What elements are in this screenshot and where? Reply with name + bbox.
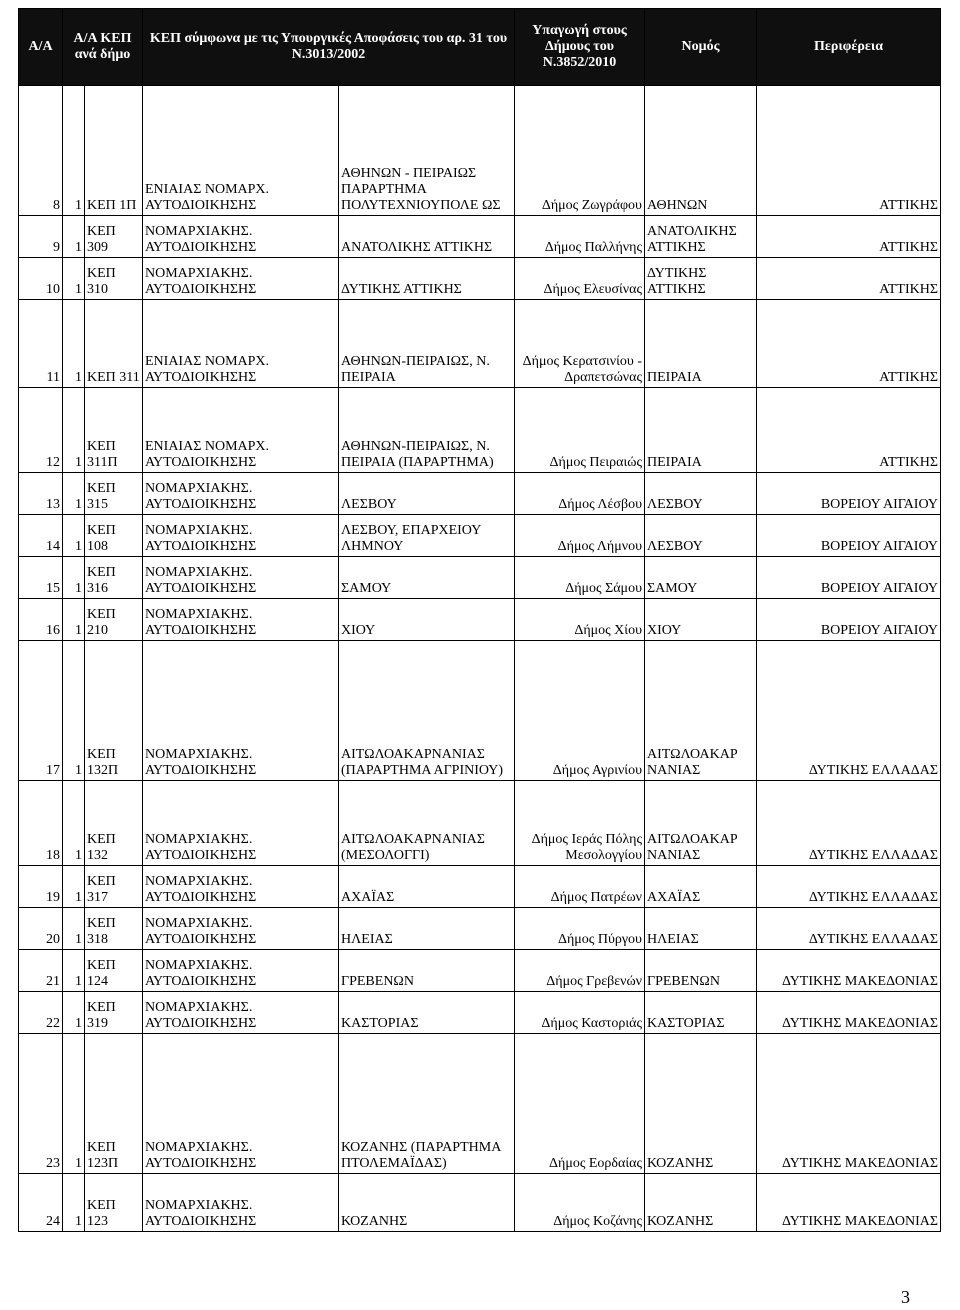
table-row bbox=[19, 86, 941, 216]
region: ΒΟΡΕΙΟΥ ΑΙΓΑΙΟΥ bbox=[757, 599, 941, 641]
prefecture: ΧΙΟΥ bbox=[645, 599, 757, 641]
authority-type: ΕΝΙΑΙΑΣ ΝΟΜΑΡΧ. ΑΥΤΟΔΙΟΙΚΗΣΗΣ bbox=[143, 86, 339, 216]
municipality: Δήμος Ιεράς Πόλης Μεσολογγίου bbox=[515, 781, 645, 866]
row-number: 17 bbox=[19, 641, 63, 781]
table-row bbox=[19, 781, 941, 866]
prefecture: ΑΙΤΩΛΟΑΚΑΡ ΝΑΝΙΑΣ bbox=[645, 641, 757, 781]
row-number: 20 bbox=[19, 908, 63, 950]
authority-type: ΝΟΜΑΡΧΙΑΚΗΣ. ΑΥΤΟΔΙΟΙΚΗΣΗΣ bbox=[143, 781, 339, 866]
authority-type: ΝΟΜΑΡΧΙΑΚΗΣ. ΑΥΤΟΔΙΟΙΚΗΣΗΣ bbox=[143, 908, 339, 950]
row-number: 21 bbox=[19, 950, 63, 992]
municipality: Δήμος Κοζάνης bbox=[515, 1174, 645, 1232]
authority-type: ΝΟΜΑΡΧΙΑΚΗΣ. ΑΥΤΟΔΙΟΙΚΗΣΗΣ bbox=[143, 950, 339, 992]
region: ΔΥΤΙΚΗΣ ΕΛΛΑΔΑΣ bbox=[757, 781, 941, 866]
row-number: 11 bbox=[19, 300, 63, 388]
municipality: Δήμος Λέσβου bbox=[515, 473, 645, 515]
authority-type: ΕΝΙΑΙΑΣ ΝΟΜΑΡΧ. ΑΥΤΟΔΙΟΙΚΗΣΗΣ bbox=[143, 388, 339, 473]
row-aa: 1 bbox=[63, 992, 85, 1034]
kep-code: ΚΕΠ 309 bbox=[85, 216, 143, 258]
page-number: 3 bbox=[901, 1287, 910, 1307]
table-row bbox=[19, 300, 941, 388]
municipality: Δήμος Αγρινίου bbox=[515, 641, 645, 781]
kep-code: ΚΕΠ 210 bbox=[85, 599, 143, 641]
municipality: Δήμος Πατρέων bbox=[515, 866, 645, 908]
row-number: 13 bbox=[19, 473, 63, 515]
municipality: Δήμος Παλλήνης bbox=[515, 216, 645, 258]
prefecture: ΣΑΜΟΥ bbox=[645, 557, 757, 599]
header-aa: Α/Α bbox=[19, 9, 63, 86]
prefecture: ΓΡΕΒΕΝΩΝ bbox=[645, 950, 757, 992]
table-row bbox=[19, 599, 941, 641]
region: ΑΤΤΙΚΗΣ bbox=[757, 86, 941, 216]
region: ΑΤΤΙΚΗΣ bbox=[757, 258, 941, 300]
row-number: 24 bbox=[19, 1174, 63, 1232]
kep-name: ΑΙΤΩΛΟΑΚΑΡΝΑΝΙΑΣ (ΜΕΣΟΛΟΓΓΙ) bbox=[339, 781, 515, 866]
header-municipality: Υπαγωγή στους Δήμους του Ν.3852/2010 bbox=[515, 9, 645, 86]
table-row bbox=[19, 908, 941, 950]
kep-code: ΚΕΠ 317 bbox=[85, 866, 143, 908]
table-header-row bbox=[19, 9, 941, 86]
municipality: Δήμος Λήμνου bbox=[515, 515, 645, 557]
table-row bbox=[19, 641, 941, 781]
region: ΑΤΤΙΚΗΣ bbox=[757, 216, 941, 258]
region: ΒΟΡΕΙΟΥ ΑΙΓΑΙΟΥ bbox=[757, 473, 941, 515]
prefecture: ΚΟΖΑΝΗΣ bbox=[645, 1034, 757, 1174]
kep-name: ΓΡΕΒΕΝΩΝ bbox=[339, 950, 515, 992]
table-row bbox=[19, 1174, 941, 1232]
prefecture: ΛΕΣΒΟΥ bbox=[645, 473, 757, 515]
row-aa: 1 bbox=[63, 86, 85, 216]
municipality: Δήμος Γρεβενών bbox=[515, 950, 645, 992]
authority-type: ΝΟΜΑΡΧΙΑΚΗΣ. ΑΥΤΟΔΙΟΙΚΗΣΗΣ bbox=[143, 473, 339, 515]
table-row bbox=[19, 866, 941, 908]
table-row bbox=[19, 992, 941, 1034]
authority-type: ΝΟΜΑΡΧΙΑΚΗΣ. ΑΥΤΟΔΙΟΙΚΗΣΗΣ bbox=[143, 557, 339, 599]
authority-type: ΝΟΜΑΡΧΙΑΚΗΣ. ΑΥΤΟΔΙΟΙΚΗΣΗΣ bbox=[143, 216, 339, 258]
kep-code: ΚΕΠ 108 bbox=[85, 515, 143, 557]
row-number: 22 bbox=[19, 992, 63, 1034]
region: ΔΥΤΙΚΗΣ ΜΑΚΕΔΟΝΙΑΣ bbox=[757, 1034, 941, 1174]
municipality: Δήμος Χίου bbox=[515, 599, 645, 641]
row-aa: 1 bbox=[63, 908, 85, 950]
prefecture: ΑΧΑΪΑΣ bbox=[645, 866, 757, 908]
row-aa: 1 bbox=[63, 1034, 85, 1174]
region: ΒΟΡΕΙΟΥ ΑΙΓΑΙΟΥ bbox=[757, 515, 941, 557]
header-region: Περιφέρεια bbox=[757, 9, 941, 86]
row-aa: 1 bbox=[63, 557, 85, 599]
kep-name: ΚΟΖΑΝΗΣ bbox=[339, 1174, 515, 1232]
row-number: 18 bbox=[19, 781, 63, 866]
row-number: 8 bbox=[19, 86, 63, 216]
authority-type: ΝΟΜΑΡΧΙΑΚΗΣ. ΑΥΤΟΔΙΟΙΚΗΣΗΣ bbox=[143, 599, 339, 641]
kep-name: ΚΑΣΤΟΡΙΑΣ bbox=[339, 992, 515, 1034]
region: ΔΥΤΙΚΗΣ ΕΛΛΑΔΑΣ bbox=[757, 866, 941, 908]
row-aa: 1 bbox=[63, 473, 85, 515]
municipality: Δήμος Πύργου bbox=[515, 908, 645, 950]
kep-code: ΚΕΠ 311 bbox=[85, 300, 143, 388]
kep-name: ΑΘΗΝΩΝ-ΠΕΙΡΑΙΩΣ, Ν. ΠΕΙΡΑΙΑ bbox=[339, 300, 515, 388]
row-number: 19 bbox=[19, 866, 63, 908]
kep-name: ΑΙΤΩΛΟΑΚΑΡΝΑΝΙΑΣ (ΠΑΡΑΡΤΗΜΑ ΑΓΡΙΝΙΟΥ) bbox=[339, 641, 515, 781]
row-aa: 1 bbox=[63, 216, 85, 258]
table-row bbox=[19, 388, 941, 473]
row-aa: 1 bbox=[63, 781, 85, 866]
prefecture: ΠΕΙΡΑΙΑ bbox=[645, 300, 757, 388]
row-aa: 1 bbox=[63, 515, 85, 557]
prefecture: ΚΟΖΑΝΗΣ bbox=[645, 1174, 757, 1232]
authority-type: ΝΟΜΑΡΧΙΑΚΗΣ. ΑΥΤΟΔΙΟΙΚΗΣΗΣ bbox=[143, 515, 339, 557]
kep-code: ΚΕΠ 132 bbox=[85, 781, 143, 866]
row-aa: 1 bbox=[63, 866, 85, 908]
row-number: 10 bbox=[19, 258, 63, 300]
municipality: Δήμος Ζωγράφου bbox=[515, 86, 645, 216]
row-number: 14 bbox=[19, 515, 63, 557]
region: ΔΥΤΙΚΗΣ ΜΑΚΕΔΟΝΙΑΣ bbox=[757, 950, 941, 992]
row-number: 23 bbox=[19, 1034, 63, 1174]
table-row bbox=[19, 557, 941, 599]
table-body bbox=[19, 86, 941, 1232]
prefecture: ΗΛΕΙΑΣ bbox=[645, 908, 757, 950]
table-row bbox=[19, 515, 941, 557]
header-kep-decision: ΚΕΠ σύμφωνα με τις Υπουργικές Αποφάσεις του αρ. 31 του Ν.3013/2002 bbox=[143, 9, 515, 86]
municipality: Δήμος Κερατσινίου - Δραπετσώνας bbox=[515, 300, 645, 388]
kep-code: ΚΕΠ 124 bbox=[85, 950, 143, 992]
kep-name: ΑΧΑΪΑΣ bbox=[339, 866, 515, 908]
table-row bbox=[19, 473, 941, 515]
municipality: Δήμος Εορδαίας bbox=[515, 1034, 645, 1174]
prefecture: ΑΘΗΝΩΝ bbox=[645, 86, 757, 216]
kep-code: ΚΕΠ 319 bbox=[85, 992, 143, 1034]
table-row bbox=[19, 950, 941, 992]
kep-name: ΗΛΕΙΑΣ bbox=[339, 908, 515, 950]
prefecture: ΑΙΤΩΛΟΑΚΑΡ ΝΑΝΙΑΣ bbox=[645, 781, 757, 866]
authority-type: ΝΟΜΑΡΧΙΑΚΗΣ. ΑΥΤΟΔΙΟΙΚΗΣΗΣ bbox=[143, 866, 339, 908]
row-aa: 1 bbox=[63, 641, 85, 781]
region: ΑΤΤΙΚΗΣ bbox=[757, 300, 941, 388]
table-row bbox=[19, 1034, 941, 1174]
row-aa: 1 bbox=[63, 258, 85, 300]
row-number: 9 bbox=[19, 216, 63, 258]
kep-name: ΣΑΜΟΥ bbox=[339, 557, 515, 599]
kep-code: ΚΕΠ 311Π bbox=[85, 388, 143, 473]
kep-code: ΚΕΠ 310 bbox=[85, 258, 143, 300]
kep-name: ΛΕΣΒΟΥ bbox=[339, 473, 515, 515]
row-aa: 1 bbox=[63, 300, 85, 388]
kep-name: ΑΝΑΤΟΛΙΚΗΣ ΑΤΤΙΚΗΣ bbox=[339, 216, 515, 258]
region: ΑΤΤΙΚΗΣ bbox=[757, 388, 941, 473]
authority-type: ΝΟΜΑΡΧΙΑΚΗΣ. ΑΥΤΟΔΙΟΙΚΗΣΗΣ bbox=[143, 641, 339, 781]
table-row bbox=[19, 216, 941, 258]
authority-type: ΝΟΜΑΡΧΙΑΚΗΣ. ΑΥΤΟΔΙΟΙΚΗΣΗΣ bbox=[143, 1174, 339, 1232]
municipality: Δήμος Σάμου bbox=[515, 557, 645, 599]
municipality: Δήμος Καστοριάς bbox=[515, 992, 645, 1034]
authority-type: ΝΟΜΑΡΧΙΑΚΗΣ. ΑΥΤΟΔΙΟΙΚΗΣΗΣ bbox=[143, 1034, 339, 1174]
authority-type: ΕΝΙΑΙΑΣ ΝΟΜΑΡΧ. ΑΥΤΟΔΙΟΙΚΗΣΗΣ bbox=[143, 300, 339, 388]
header-aa-kep: Α/Α ΚΕΠ ανά δήμο bbox=[63, 9, 143, 86]
kep-code: ΚΕΠ 316 bbox=[85, 557, 143, 599]
kep-code: ΚΕΠ 318 bbox=[85, 908, 143, 950]
prefecture: ΔΥΤΙΚΗΣ ΑΤΤΙΚΗΣ bbox=[645, 258, 757, 300]
region: ΔΥΤΙΚΗΣ ΜΑΚΕΔΟΝΙΑΣ bbox=[757, 1174, 941, 1232]
header-prefecture: Νομός bbox=[645, 9, 757, 86]
table-row bbox=[19, 258, 941, 300]
prefecture: ΑΝΑΤΟΛΙΚΗΣ ΑΤΤΙΚΗΣ bbox=[645, 216, 757, 258]
authority-type: ΝΟΜΑΡΧΙΑΚΗΣ. ΑΥΤΟΔΙΟΙΚΗΣΗΣ bbox=[143, 992, 339, 1034]
authority-type: ΝΟΜΑΡΧΙΑΚΗΣ. ΑΥΤΟΔΙΟΙΚΗΣΗΣ bbox=[143, 258, 339, 300]
kep-code: ΚΕΠ 123Π bbox=[85, 1034, 143, 1174]
prefecture: ΛΕΣΒΟΥ bbox=[645, 515, 757, 557]
kep-name: ΑΘΗΝΩΝ-ΠΕΙΡΑΙΩΣ, Ν. ΠΕΙΡΑΙΑ (ΠΑΡΑΡΤΗΜΑ) bbox=[339, 388, 515, 473]
region: ΔΥΤΙΚΗΣ ΜΑΚΕΔΟΝΙΑΣ bbox=[757, 992, 941, 1034]
kep-name: ΑΘΗΝΩΝ - ΠΕΙΡΑΙΩΣ ΠΑΡΑΡΤΗΜΑ ΠΟΛΥΤΕΧΝΙΟΥΠΟΛΕ ΩΣ bbox=[339, 86, 515, 216]
row-aa: 1 bbox=[63, 599, 85, 641]
kep-code: ΚΕΠ 132Π bbox=[85, 641, 143, 781]
kep-code: ΚΕΠ 315 bbox=[85, 473, 143, 515]
prefecture: ΠΕΙΡΑΙΑ bbox=[645, 388, 757, 473]
region: ΔΥΤΙΚΗΣ ΕΛΛΑΔΑΣ bbox=[757, 908, 941, 950]
kep-code: ΚΕΠ 1Π bbox=[85, 86, 143, 216]
row-number: 12 bbox=[19, 388, 63, 473]
region: ΔΥΤΙΚΗΣ ΕΛΛΑΔΑΣ bbox=[757, 641, 941, 781]
kep-table bbox=[18, 8, 941, 1232]
prefecture: ΚΑΣΤΟΡΙΑΣ bbox=[645, 992, 757, 1034]
municipality: Δήμος Ελευσίνας bbox=[515, 258, 645, 300]
row-number: 16 bbox=[19, 599, 63, 641]
row-number: 15 bbox=[19, 557, 63, 599]
kep-name: ΧΙΟΥ bbox=[339, 599, 515, 641]
municipality: Δήμος Πειραιώς bbox=[515, 388, 645, 473]
row-aa: 1 bbox=[63, 950, 85, 992]
row-aa: 1 bbox=[63, 388, 85, 473]
kep-name: ΛΕΣΒΟΥ, ΕΠΑΡΧΕΙΟΥ ΛΗΜΝΟΥ bbox=[339, 515, 515, 557]
kep-code: ΚΕΠ 123 bbox=[85, 1174, 143, 1232]
region: ΒΟΡΕΙΟΥ ΑΙΓΑΙΟΥ bbox=[757, 557, 941, 599]
row-aa: 1 bbox=[63, 1174, 85, 1232]
kep-name: ΚΟΖΑΝΗΣ (ΠΑΡΑΡΤΗΜΑ ΠΤΟΛΕΜΑΪΔΑΣ) bbox=[339, 1034, 515, 1174]
kep-name: ΔΥΤΙΚΗΣ ΑΤΤΙΚΗΣ bbox=[339, 258, 515, 300]
